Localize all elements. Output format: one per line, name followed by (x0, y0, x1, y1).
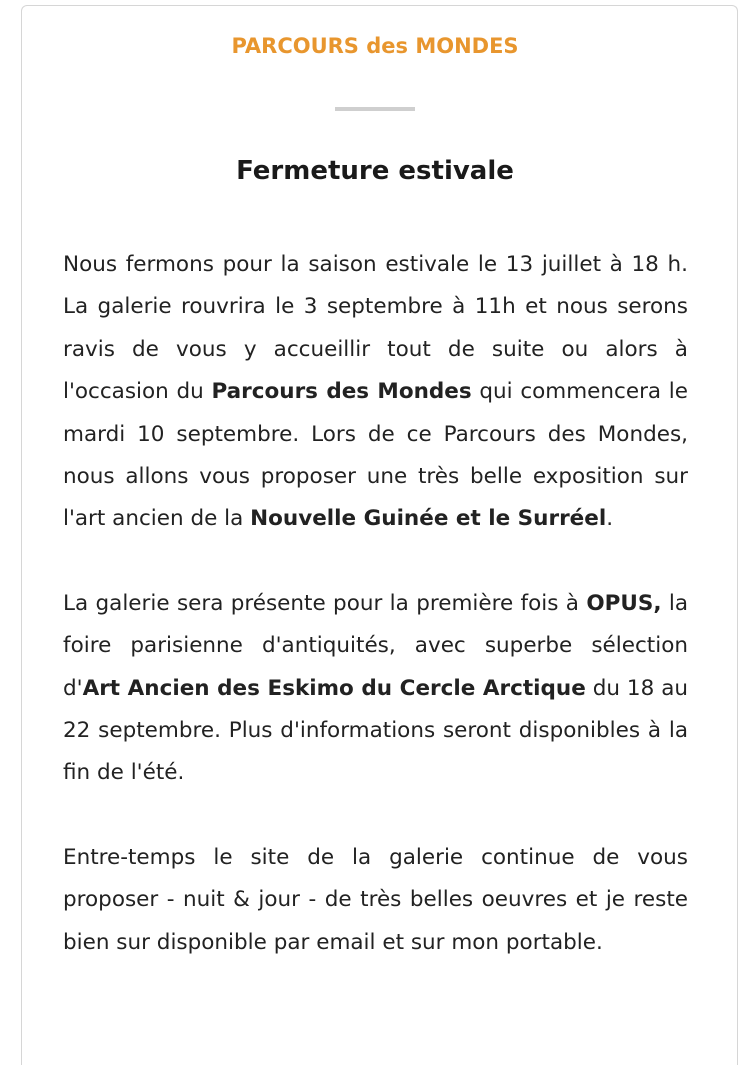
paragraph-meanwhile (63, 837, 688, 964)
text: . (606, 506, 614, 532)
bold-eskimo-art: Art Ancien des Eskimo du Cercle Arctique (82, 675, 586, 701)
page-title: Fermeture estivale (236, 156, 514, 186)
text: du 18 au 22 septembre. Plus d'informations seront disponibles à la fin de l'été. (63, 675, 688, 786)
section-kicker: PARCOURS des MONDES (231, 34, 519, 58)
message-body (63, 244, 688, 1006)
bold-opus: OPUS, (586, 590, 662, 616)
paragraph-closure (63, 244, 688, 541)
bold-exhibition-title: Nouvelle Guinée et le Surréel (250, 506, 607, 532)
text: Nous fermons pour la saison estivale le 13 juillet à 18 h. La galerie rouvrira le 3 septembre à 11h et nous serons ravis de vous y accueillir tout de suite ou alors à l'occasion du (63, 252, 688, 405)
text: La galerie sera présente pour la première fois à (63, 590, 587, 616)
text: Entre-temps le site de la galerie continue de vous proposer - nuit & jour - de très belles oeuvres et je reste bien sur disponible par email et sur mon portable. (63, 844, 688, 955)
text: la foire parisienne d'antiquités, avec superbe sélection d' (63, 590, 689, 701)
paragraph-opus (63, 583, 688, 795)
divider (335, 107, 415, 111)
text: qui commencera le mardi 10 septembre. Lors de ce Parcours des Mondes, nous allons vous proposer une très belle exposition sur l'art ancien de la (63, 379, 688, 532)
bold-parcours-des-mondes: Parcours des Mondes (211, 379, 472, 405)
